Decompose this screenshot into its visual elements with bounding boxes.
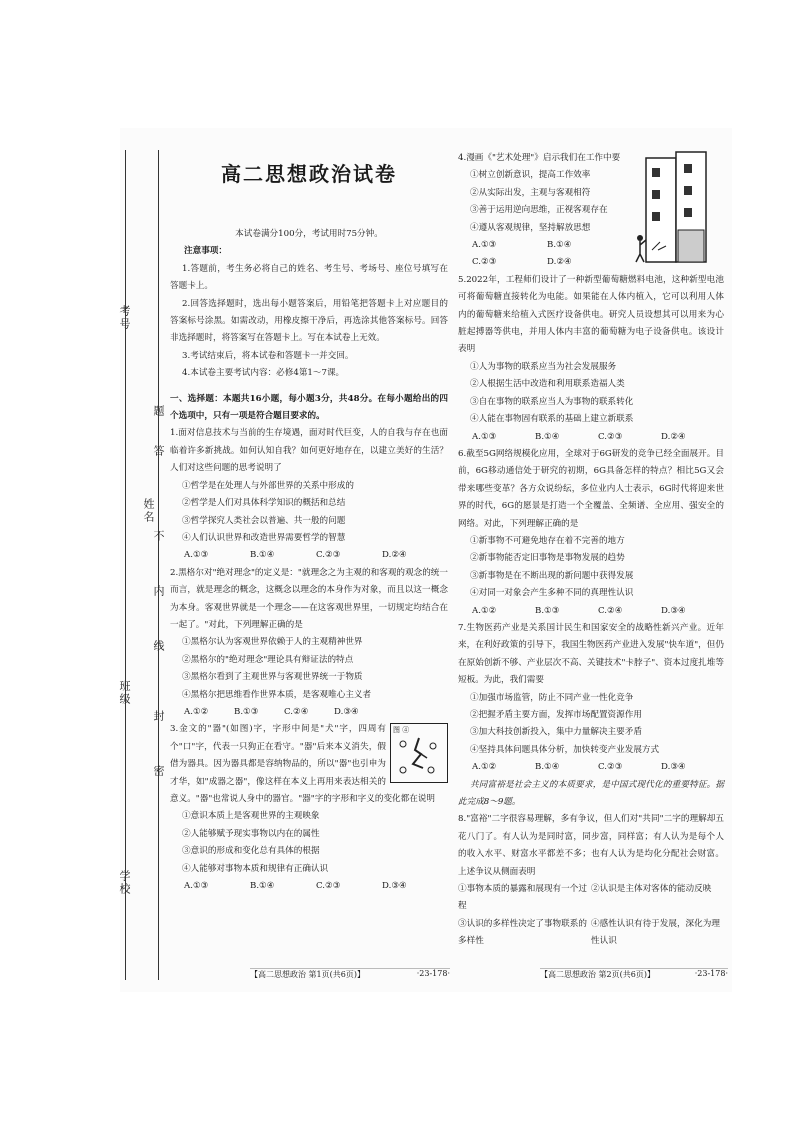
q7-option-2: ②把握矛盾主要方面，发挥市场配置资源作用 (470, 710, 642, 720)
q3-answers (170, 878, 448, 895)
q6-option-2: ②新事物能否定旧事物是事物发展的趋势 (470, 553, 625, 564)
notes-heading: 注意事项： (184, 246, 227, 257)
binding-line-left (125, 150, 126, 980)
q5-answer-a: A.①③ (472, 431, 497, 442)
q2-answer-a: A.①② (184, 706, 209, 717)
q4-answer-a: A.①③ (472, 240, 497, 251)
q4-option-4: ④遵从客观规律，坚持解放思想 (470, 222, 591, 233)
q8-option-2: ②认识是主体对客体的能动反映 (591, 884, 712, 895)
q5-option-4: ④人能在事物固有联系的基础上建立新联系 (470, 414, 634, 425)
seal-char-2: 答 (152, 445, 165, 458)
note-3: 3.考试结束后，将本试卷和答题卡一并交回。 (182, 350, 354, 361)
q8-option-1: ①事物本质的暴露和展现有一个过程 (458, 884, 587, 912)
q2-option-2: ②黑格尔的"绝对理念"理论具有辩证法的特点 (182, 654, 354, 665)
q8-option-4: ④感性认识有待于发展，深化为理性认识 (591, 918, 720, 947)
q7-answer-a: A.①② (472, 762, 497, 773)
q5-answer-d: D.②④ (661, 431, 686, 442)
page-title: 高二思想政治试卷 (221, 162, 397, 186)
q7-answer-b: B.①④ (535, 762, 560, 773)
q7-option-3: ③加大科技创新投入，集中力量解决主要矛盾 (470, 727, 642, 738)
q6-stem: 6.截至5G网络规模化应用，全球对于6G研发的竞争已经全面展开。目前，6G移动通信处于研究的初期，6G具备怎样的特点？相比5G又会带来哪些变革？各方众说纷纭，多位业内人士表示，6G时代将迎来世界的时代，6G的愿景是打造一个全覆盖、全频谱、全应用、强安全的网络。对此，下列理解正确的是 (458, 448, 724, 529)
q6-answers (458, 603, 724, 620)
q3-answer-d: D.③④ (382, 881, 407, 892)
q4-option-1: ①树立创新意识，提高工作效率 (470, 170, 591, 181)
seal-char-5: 线 (152, 640, 165, 653)
q3-option-2: ②人能够赋予现实事物以内在的属性 (182, 828, 320, 839)
q2-answer-c: C.②④ (284, 706, 309, 717)
q4-answers (458, 237, 622, 254)
footer-right-code: ·23-178· (694, 969, 728, 978)
q5-answers (458, 429, 724, 446)
q7-option-4: ④坚持具体问题具体分析，加快转变产业发展方式 (470, 744, 660, 755)
q6-answer-c: C.②④ (598, 605, 623, 616)
q4-answer-c: C.②③ (472, 257, 497, 268)
q2-answers (170, 704, 384, 721)
q4-stem: 4.漫画《"艺术处理"》启示我们在工作中要 (458, 153, 621, 163)
binding-line-right (158, 150, 159, 980)
q1-option-4: ④人们认识世界和改造世界需要哲学的智慧 (182, 532, 346, 543)
footer-right (540, 968, 728, 980)
section-1-heading: 一、选择题：本题共16小题，每小题3分，共48分。在每小题给出的四个选项中，只有一项是符合题目要求的。 (170, 393, 448, 422)
q4-answer-d: D.②④ (547, 257, 572, 268)
q3-answer-a: A.①③ (184, 881, 209, 892)
label-exam-no: 考号 (118, 305, 131, 331)
q6-option-3: ③新事物是在不断出现的新问题中获得发展 (470, 570, 634, 581)
right-column (458, 150, 724, 951)
q3-option-3: ③意识的形成和变化总有具体的根据 (182, 846, 320, 857)
q8-stem: 8."富裕"二字很容易理解，多有争议，但人们对"共同"二字的理解却五花八门了。有人认为是同时富，同步富，同样富；有人认为是每个人的收入水平、财富水平都差不多；也有人认为是均化分配社会财富。上述争议从侧面表明 (458, 814, 724, 877)
q8-options-row-2 (458, 916, 724, 951)
building-cartoon-icon (632, 150, 724, 268)
footer-left (250, 968, 450, 980)
note-2: 2.回答选择题时，选出每小题答案后，用铅笔把答题卡上对应题目的答案标号涂黑。如需改动，用橡皮擦干净后，再选涂其他答案标号。回答非选择题时，将答案写在答题卡上。写在本试卷上无效。 (170, 298, 448, 344)
label-school: 学校 (118, 870, 131, 896)
q5-answer-c: C.②③ (598, 431, 623, 442)
q2-answer-b: B.①③ (234, 706, 259, 717)
footer-left-code: ·23-178· (416, 969, 450, 978)
footer-left-page: 【高二思想政治 第1页(共6页)】 (250, 970, 365, 979)
q3-answer-b: B.①④ (250, 881, 275, 892)
q7-answer-d: D.③④ (661, 762, 686, 773)
q7-option-1: ①加强市场监管，防止不同产业一性化竞争 (470, 692, 634, 703)
q1-option-2: ②哲学是人们对具体科学知识的概括和总结 (182, 498, 346, 509)
q1-answer-d: D.②④ (382, 550, 407, 561)
q3-figure (390, 723, 448, 783)
label-class: 班级 (118, 680, 131, 706)
q8-option-3: ③认识的多样性决定了事物联系的多样性 (458, 918, 587, 947)
q1-option-3: ③哲学探究人类社会以普遍、共一般的问题 (182, 515, 346, 526)
q2-option-4: ④黑格尔把思维看作世界本质，是客观唯心主义者 (182, 689, 372, 700)
q1-option-1: ①哲学是在处理人与外部世界的关系中形成的 (182, 480, 354, 491)
note-4: 4.本试卷主要考试内容：必修4第1～7课。 (182, 368, 345, 379)
q4-cartoon (632, 150, 724, 268)
q1-stem: 1.面对信息技术与当前的生存境遇，面对时代巨变，人的自我与存在也面临着许多新挑战。如何认知自我？如何更好地存在，以建立美好的生活？人们对这些问题的思考说明了 (170, 428, 448, 474)
q3-figure-label: 图 ④ (393, 726, 410, 735)
seal-char-4: 内 (152, 585, 165, 598)
q3-option-4: ④人能够对事物本质和规律有正确认识 (182, 863, 329, 874)
exam-info: 本试卷满分100分，考试用时75分钟。 (235, 229, 383, 239)
q1-answer-c: C.②③ (316, 550, 341, 561)
q6-answer-b: B.①③ (535, 605, 560, 616)
q1-answer-b: B.①④ (250, 550, 275, 561)
q8-options-row-1 (458, 881, 724, 916)
left-column (170, 150, 448, 895)
seal-char-7: 密 (152, 765, 165, 778)
q5-option-2: ②人根据生活中改造和利用联系造福人类 (470, 379, 625, 390)
q2-option-3: ③黑格尔看到了主观世界与客观世界统一于物质 (182, 672, 363, 683)
q6-option-4: ④对同一对象会产生多种不同的真理性认识 (470, 588, 634, 599)
q3-stem: 3.金文的"器"(如图)字，字形中间是"犬"字，四周有个"口"字，代表一只狗正在看守。"器"后来本义消失，假借为器具。因为器具都是容纳物品的，所以"器"也引申为才华，如"成器之器"，像这样在本义上再用来表达相关的意义。"器"也常说人身中的器官。"器"字的字形和字义的变化都在说明 (170, 724, 436, 804)
q3-answer-c: C.②③ (316, 881, 341, 892)
q8-q9-intro: 共同富裕是社会主义的本质要求，是中国式现代化的重要特征。据此完成8～9题。 (458, 779, 724, 808)
q1-answer-a: A.①③ (184, 550, 209, 561)
seal-char-1: 题 (152, 405, 165, 418)
q6-option-1: ①新事物不可避免地存在着不完善的地方 (470, 535, 625, 546)
q5-answer-b: B.①④ (535, 431, 560, 442)
q1-answers (170, 547, 448, 564)
footer-right-page: 【高二思想政治 第2页(共6页)】 (540, 970, 655, 979)
q6-answer-a: A.①② (472, 605, 497, 616)
q4-answer-b: B.①④ (547, 240, 572, 251)
seal-char-6: 封 (152, 710, 165, 723)
note-1: 1.答题前，考生务必将自己的姓名、考生号、考场号、座位号填写在答题卡上。 (170, 263, 448, 292)
q5-option-1: ①人为事物的联系应当为社会发展服务 (470, 361, 617, 372)
seal-char-3: 不 (152, 530, 165, 543)
q2-option-1: ①黑格尔认为客观世界依赖于人的主观精神世界 (182, 637, 363, 648)
q7-stem: 7.生物医药产业是关系国计民生和国家安全的战略性新兴产业。近年来，在利好政策的引导下，我国生物医药产业进入发展"快车道"，但仍在原始创新不够、产业层次不高、关键技术"卡脖子"、资本过度扎堆等短板。为此，我们需要 (458, 622, 724, 686)
q5-stem: 5.2022年，工程师们设计了一种新型葡萄糖燃料电池，这种新型电池可将葡萄糖直接转化为电能。如果能在人体内植入，它可以利用人体内的葡萄糖来给植入式医疗设备供电。研究人员设想其可以用来为心脏起搏器等供电，并用人体内丰富的葡萄糖为电子设备供电。该设计表明 (458, 274, 724, 355)
q4-answers-row-2 (458, 254, 622, 271)
q7-answer-c: C.②③ (598, 762, 623, 773)
q2-stem: 2.黑格尔对"绝对理念"的定义是："就理念之为主观的和客观的观念的统一而言，就是理念的概念，这概念以理念的本身作为对象，而且以这一概念为本身。客观世界就是一个理念——在这客观世界里，一切规定均结合在一起了。"对此，下列理解正确的是 (170, 567, 448, 630)
q2-answer-d: D.③④ (334, 706, 359, 717)
q6-answer-d: D.③④ (661, 605, 686, 616)
q7-answers (458, 759, 724, 776)
q4-option-3: ③善于运用逆向思维，正视客观存在 (470, 205, 608, 216)
q4-option-2: ②从实际出发，主观与客观相符 (470, 187, 591, 198)
label-name: 姓名 (142, 498, 155, 524)
q3-option-1: ①意识本质上是客观世界的主观映象 (182, 811, 320, 822)
q5-option-3: ③自在事物的联系应当人为事物的联系转化 (470, 396, 634, 407)
